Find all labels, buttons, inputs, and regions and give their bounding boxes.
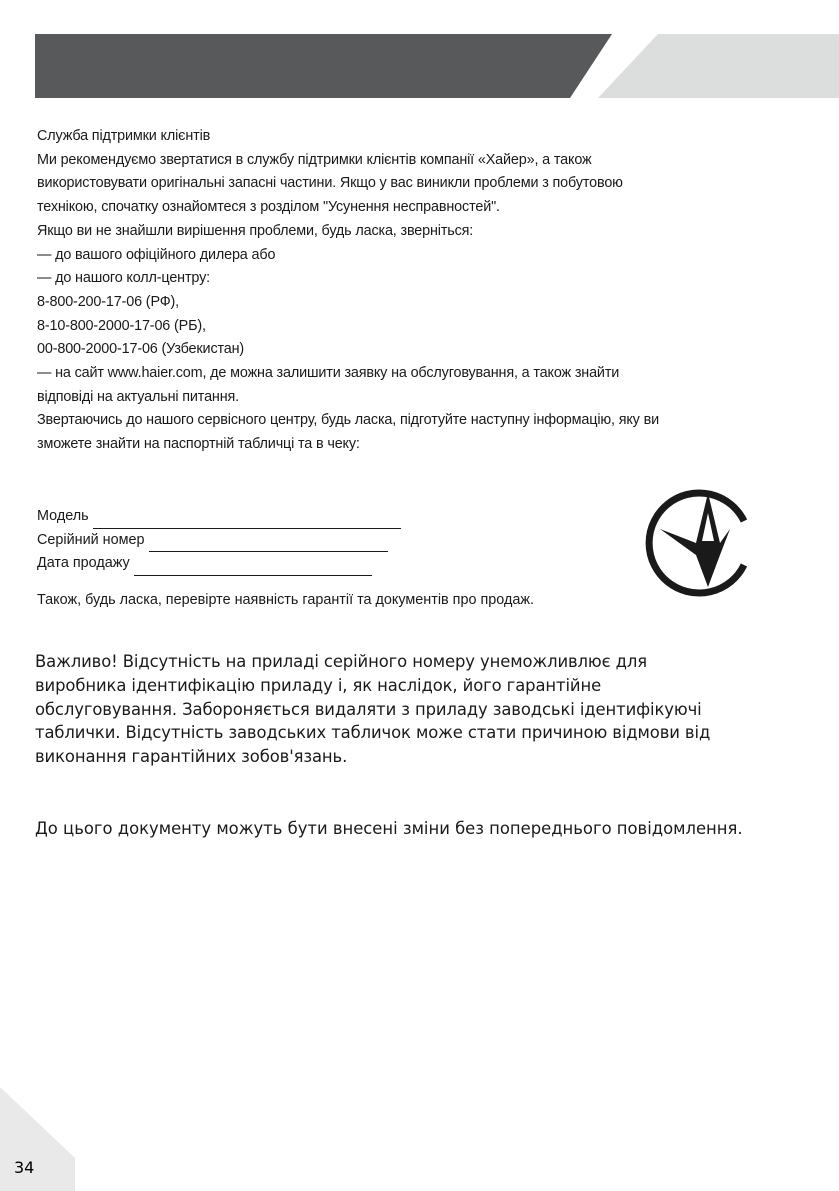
change-disclaimer: До цього документу можуть бути внесені зміни без попереднього повідомлення. — [35, 819, 743, 838]
support-line: зможете знайти на паспортній табличці та в чеку: — [37, 436, 360, 453]
support-line: Звертаючись до нашого сервісного центру, будь ласка, підготуйте наступну інформацію, яку ви — [37, 412, 659, 429]
support-line: Ми рекомендуємо звертатися в службу підтримки клієнтів компанії «Хайер», а також — [37, 151, 592, 168]
customer-support-section — [37, 125, 807, 457]
important-line: Важливо! Відсутність на приладі серійного номеру унеможливлює для — [35, 652, 648, 671]
phone-ru: 8-800-200-17-06 (РФ), — [37, 293, 180, 310]
sale-date-label: Дата продажу — [37, 555, 130, 571]
support-line: Якщо ви не знайшли вирішення проблеми, будь ласка, зверніться: — [37, 222, 474, 239]
important-line: таблички. Відсутність заводських табличок може стати причиною відмови від — [35, 723, 711, 743]
model-row — [37, 505, 401, 529]
model-label: Модель — [37, 508, 89, 524]
support-line: відповіді на актуальні питання. — [37, 388, 240, 405]
important-line: виконання гарантійних зобов'язань. — [35, 747, 348, 767]
model-field[interactable] — [93, 512, 401, 529]
page-number: 34 — [14, 1158, 35, 1177]
important-line: виробника ідентифікацію приладу і, як наслідок, його гарантійне — [35, 675, 602, 695]
support-line: використовувати оригінальні запасні частини. Якщо у вас виникли проблеми з побутовою — [37, 175, 623, 192]
support-line: технікою, спочатку ознайомтеся з розділом "Усунення несправностей". — [37, 199, 500, 216]
serial-field[interactable] — [149, 535, 388, 552]
product-info-form — [37, 505, 401, 576]
phone-uz: 00-800-2000-17-06 (Узбекистан) — [37, 341, 245, 358]
ukrsepro-mark-icon — [638, 483, 750, 601]
sale-date-field[interactable] — [134, 559, 372, 576]
support-line: — на сайт www.haier.com, де можна залишити заявку на обслуговування, а також знайти — [37, 365, 620, 382]
header-band — [0, 0, 839, 110]
important-line: обслуговування. Забороняється видаляти з приладу заводські ідентифікуючі — [35, 699, 702, 719]
phone-by: 8-10-800-2000-17-06 (РБ), — [37, 317, 206, 334]
support-line: — до нашого колл-центру: — [37, 270, 211, 287]
warranty-note: Також, будь ласка, перевірте наявність гарантії та документів про продаж. — [37, 592, 534, 608]
support-line: — до вашого офіційного дилера або — [37, 246, 276, 263]
header-dark-band — [35, 34, 612, 98]
header-light-band — [598, 34, 839, 98]
sale-date-row — [37, 552, 401, 576]
page-corner-tab — [0, 1087, 75, 1191]
important-notice — [35, 650, 815, 769]
serial-label: Серійний номер — [37, 531, 145, 548]
serial-row — [37, 529, 401, 553]
support-title: Служба підтримки клієнтів — [37, 128, 211, 144]
